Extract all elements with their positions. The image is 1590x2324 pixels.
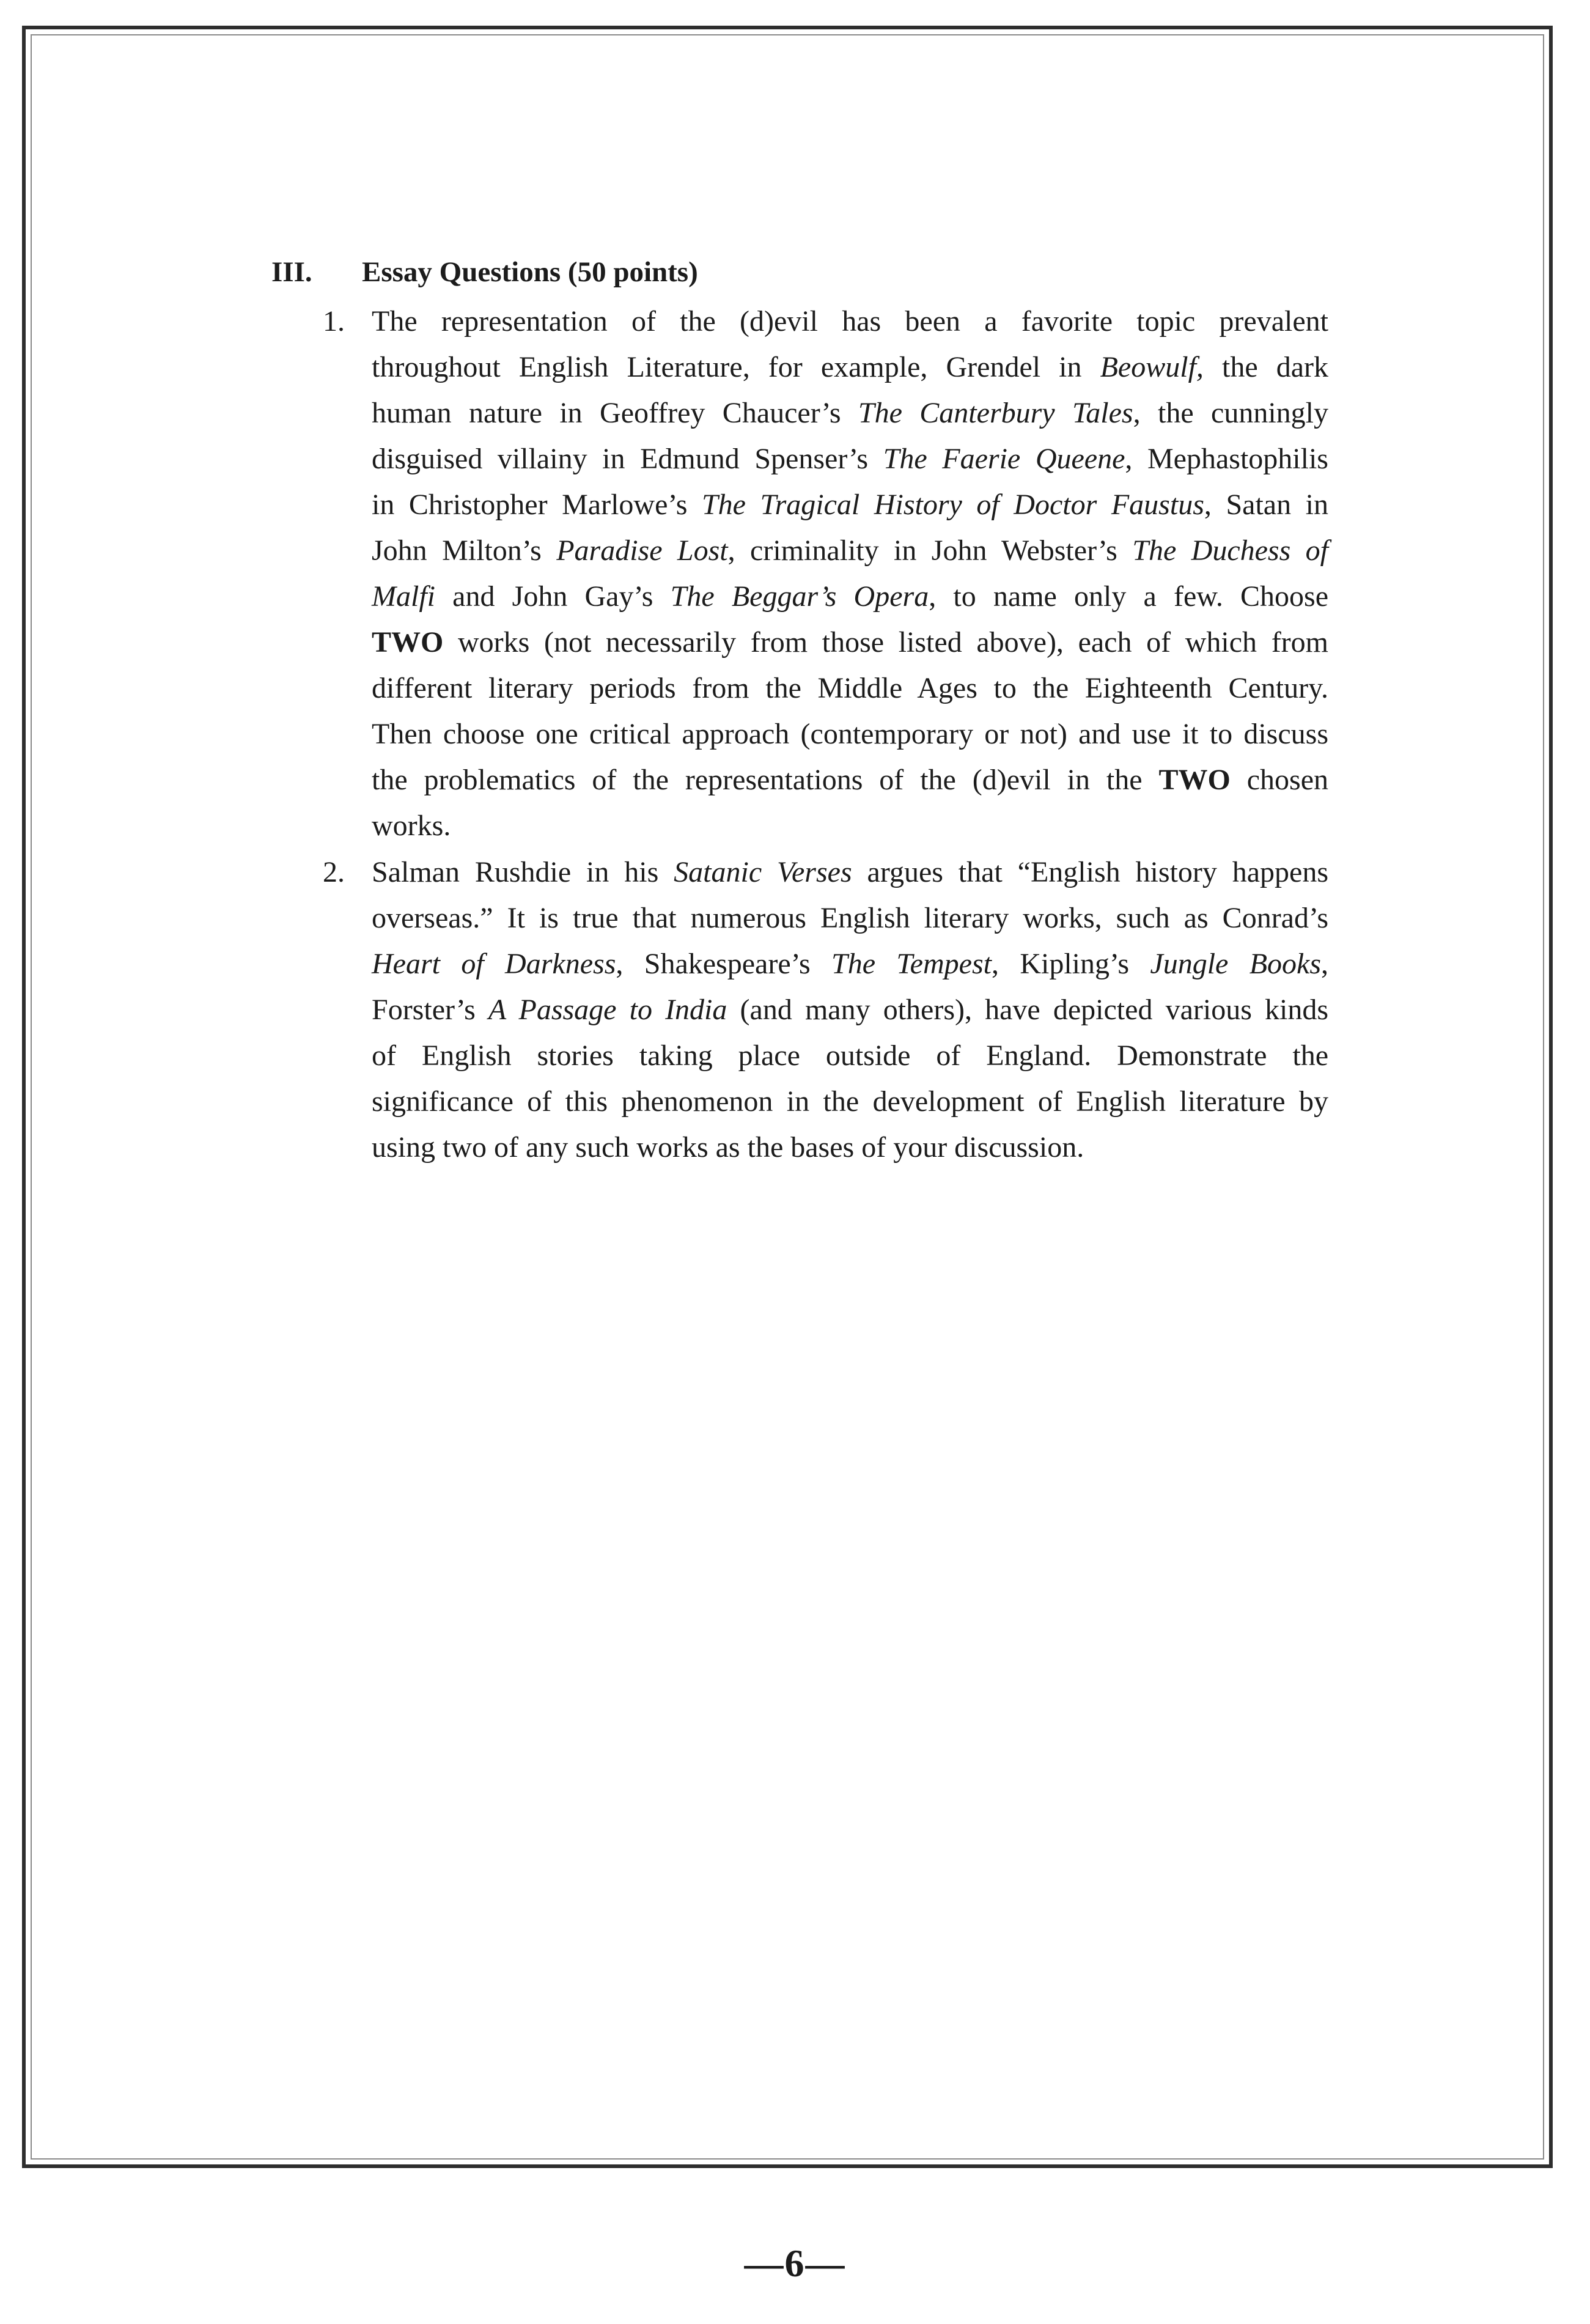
text-line: John Milton’s Paradise Lost, criminality in John Webster’s The Duchess of: [372, 534, 1329, 567]
work-title: The Duchess of: [1132, 534, 1329, 567]
text-line: works.: [372, 810, 451, 842]
work-title: The Faerie Queene: [883, 443, 1125, 475]
text-line: disguised villainy in Edmund Spenser’s The Faerie Queene, Mephastophilis: [372, 443, 1328, 475]
text-line: TWO works (not necessarily from those listed above), each of which from: [372, 626, 1328, 658]
text-line: in Christopher Marlowe’s The Tragical History of Doctor Faustus, Satan in: [372, 489, 1328, 521]
text-line: using two of any such works as the bases of your discussion.: [372, 1131, 1084, 1164]
work-title: Paradise Lost: [556, 534, 728, 567]
work-title: The Canterbury Tales: [858, 397, 1133, 429]
work-title: A Passage to India: [488, 994, 727, 1026]
text-line: throughout English Literature, for example, Grendel in Beowulf, the dark: [372, 351, 1328, 383]
text-line: overseas.” It is true that numerous English literary works, such as Conrad’s: [372, 902, 1328, 934]
text-line: Then choose one critical approach (contemporary or not) and use it to discuss: [372, 718, 1328, 750]
question-text: [372, 849, 1328, 1170]
section-heading: [271, 256, 698, 289]
text-line: The representation of the (d)evil has been a favorite topic prevalent: [372, 305, 1328, 338]
text-line: human nature in Geoffrey Chaucer’s The Canterbury Tales, the cunningly: [372, 397, 1328, 429]
emphasis: TWO: [372, 626, 444, 658]
text-line: of English stories taking place outside of England. Demonstrate the: [372, 1039, 1328, 1072]
work-title: Jungle Books: [1150, 948, 1322, 980]
work-title: Satanic Verses: [674, 856, 852, 888]
text-line: Malfi and John Gay’s The Beggar’s Opera, to name only a few. Choose: [372, 580, 1329, 613]
text-line: different literary periods from the Middle Ages to the Eighteenth Century.: [372, 672, 1328, 704]
work-title: The Beggar’s Opera: [670, 580, 929, 613]
work-title: The Tragical History of Doctor Faustus: [701, 489, 1204, 521]
work-title: Malfi: [372, 580, 435, 613]
work-title: Heart of Darkness: [372, 948, 616, 980]
text-line: Salman Rushdie in his Satanic Verses argues that “English history happens: [372, 856, 1328, 888]
text-line: Heart of Darkness, Shakespeare’s The Tempest, Kipling’s Jungle Books,: [372, 948, 1329, 980]
text-line: Forster’s A Passage to India (and many others), have depicted various kinds: [372, 994, 1329, 1026]
question-number: 2.: [323, 856, 345, 888]
page-number: —6—: [744, 2241, 846, 2285]
question-number: 1.: [323, 305, 345, 338]
emphasis: TWO: [1158, 764, 1231, 796]
question-text: [372, 298, 1328, 849]
text-line: significance of this phenomenon in the development of English literature by: [372, 1085, 1328, 1118]
text-line: the problematics of the representations of the (d)evil in the TWO chosen: [372, 764, 1328, 796]
work-title: Beowulf,: [1100, 351, 1204, 383]
section-numeral: III.: [271, 256, 312, 288]
work-title: The Tempest: [831, 948, 992, 980]
section-title: Essay Questions (50 points): [362, 256, 698, 288]
